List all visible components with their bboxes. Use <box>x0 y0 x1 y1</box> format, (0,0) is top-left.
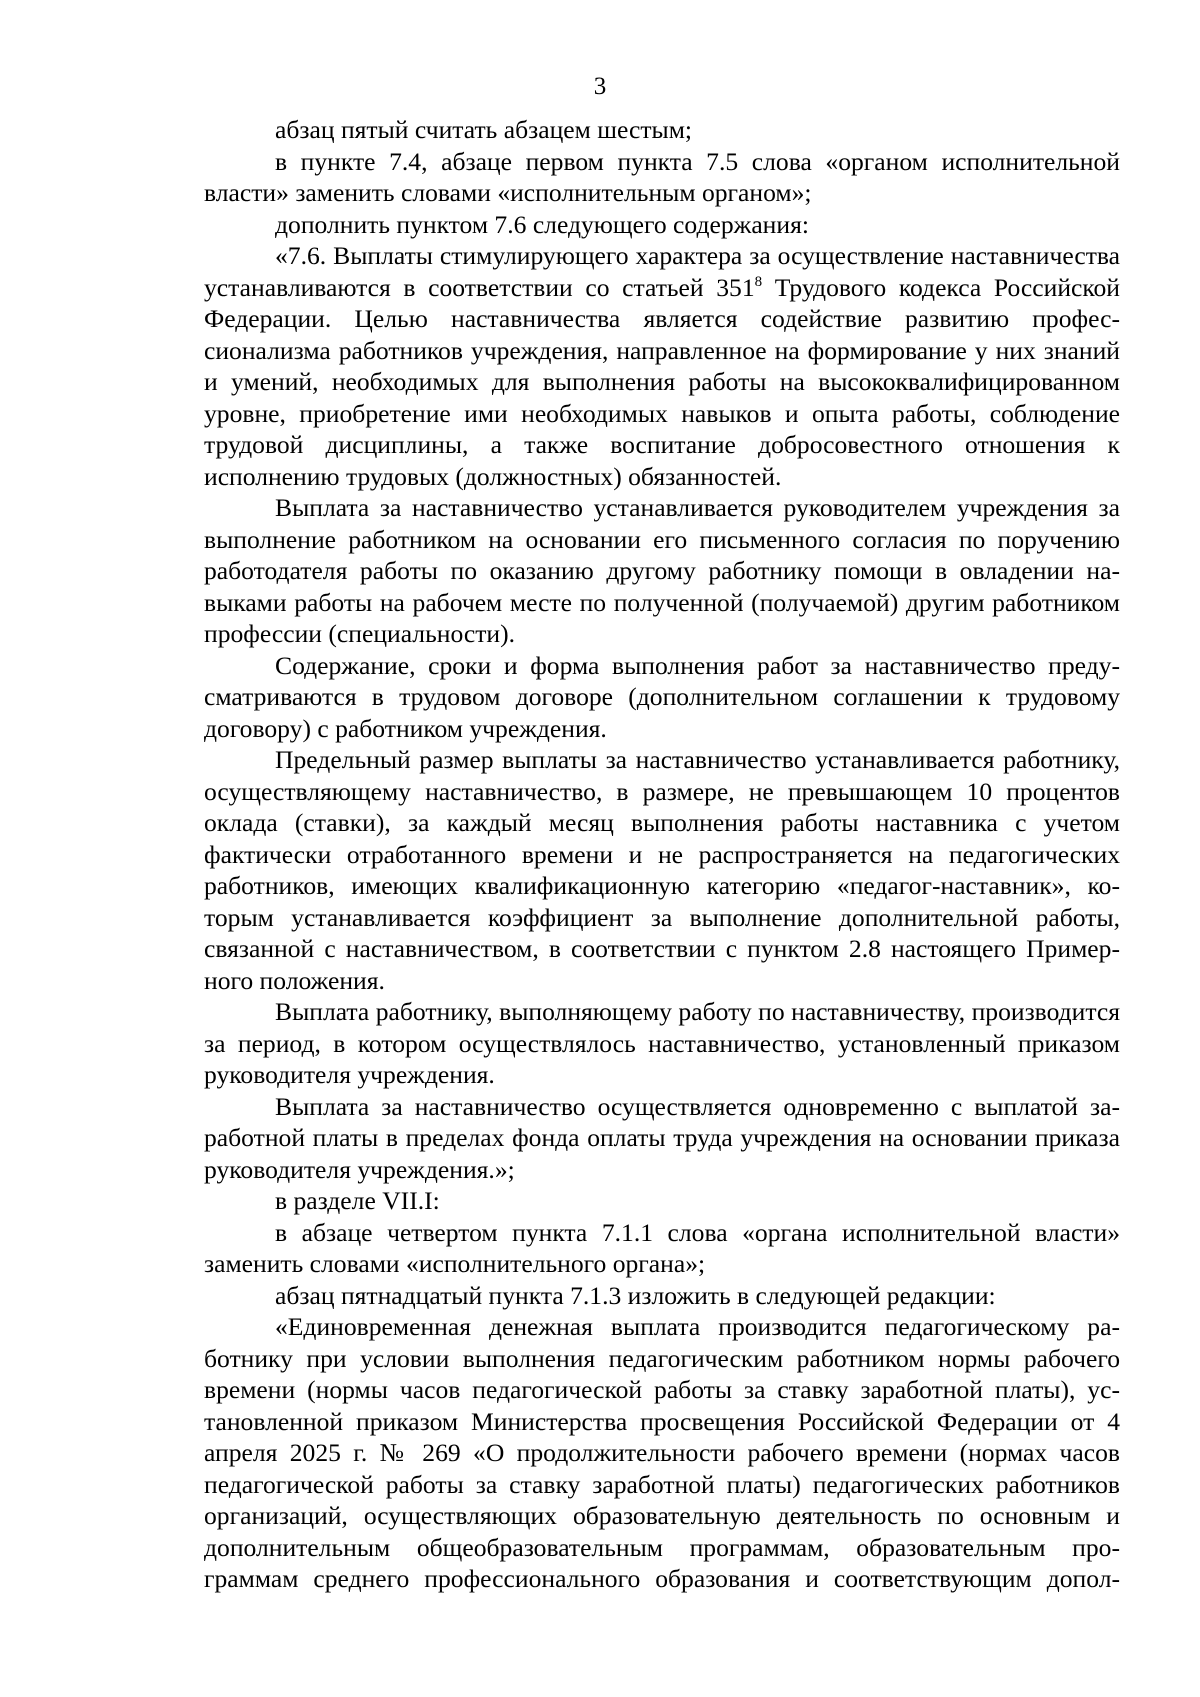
paragraph-11: в абзаце четвертом пункта 7.1.1 слова «органа исполнительной власти» заменить словами «исполнительного органа»; <box>204 1217 1120 1278</box>
document-body <box>204 114 1120 1595</box>
paragraph-13: «Единовременная денежная выплата производится педагогическому работнику при условии выполнения педагогическим работником нормы рабочего времени (нормы часов педагогической работы за ставку заработной платы), установленной приказом Министерства просвещения Российской Федерации от 4 апреля 2025 г. № 269 «О продолжительности рабочего времени (нормах часов педагогической работы за ставку заработной платы) педагогических работников организаций, осуществляющих образовательную деятельность по основным и дополнительным общеобразовательным программам, образовательным программам среднего профессионального образования и соответствующим допол- <box>204 1312 1120 1593</box>
paragraph-4 <box>204 240 1120 492</box>
paragraph-7: Предельный размер выплаты за наставничество устанавливается работнику, осуществляющему наставничество, в размере, не превышающем 10 процентов оклада (ставки), за каждый месяц выполнения работы наставника с учетом фактически отработанного времени и не распространяется на педагогических работников, имеющих квалификационную категорию «педагог-наставник», которым устанавливается коэффициент за выполнение дополнительной работы, связанной с наставничеством, в соответствии с пунктом 2.8 настоящего Примерного положения. <box>204 745 1120 995</box>
page-number: 3 <box>593 73 607 100</box>
article-superscript: 8 <box>754 273 763 290</box>
paragraph-4-text-end: Трудового кодекса Российской Федерации. Целью наставничества является содействие развитию профессионализма работников учреждения, направленное на формирование у них знаний и умений, необходимых для выполнения работы на высококвалифицированном уровне, приобретение ими необходимых навыков и опыта работы, соблюдение трудовой дисциплины, а также воспитание добросовестного отношения к исполнению трудовых (должностных) обязанностей. <box>204 272 1121 491</box>
paragraph-4-text-start: «7.6. Выплаты стимулирующего характера за осуществление наставничества устанавливаются в соответствии со статьей 351 <box>204 241 1120 302</box>
paragraph-1: абзац пятый считать абзацем шестым; <box>275 115 693 144</box>
paragraph-9: Выплата за наставничество осуществляется одновременно с выплатой заработной платы в пределах фонда оплаты труда учреждения на основании приказа руководителя учреждения.»; <box>204 1091 1120 1184</box>
paragraph-12: абзац пятнадцатый пункта 7.1.3 изложить в следующей редакции: <box>275 1280 996 1310</box>
paragraph-8: Выплата работнику, выполняющему работу по наставничеству, производится за период, в котором осуществлялось наставничество, установленный приказом руководителя учреждения. <box>204 997 1120 1089</box>
paragraph-3: дополнить пунктом 7.6 следующего содержания: <box>275 209 809 239</box>
paragraph-5: Выплата за наставничество устанавливается руководителем учреждения за выполнение работником на основании его письменного согласия по поручению работодателя работы по оказанию другому работнику помощи в овладении навыками работы на рабочем месте по полученной (получаемой) другим работником профессии (специальности). <box>204 493 1120 648</box>
paragraph-6: Содержание, сроки и форма выполнения работ за наставничество предусматриваются в трудовом договоре (дополнительном соглашении к трудовому договору) с работником учреждения. <box>204 650 1120 743</box>
paragraph-10: в разделе VII.I: <box>275 1186 440 1215</box>
paragraph-2: в пункте 7.4, абзаце первом пункта 7.5 слова «органом исполнительной власти» заменить словами «исполнительным органом»; <box>204 146 1120 207</box>
